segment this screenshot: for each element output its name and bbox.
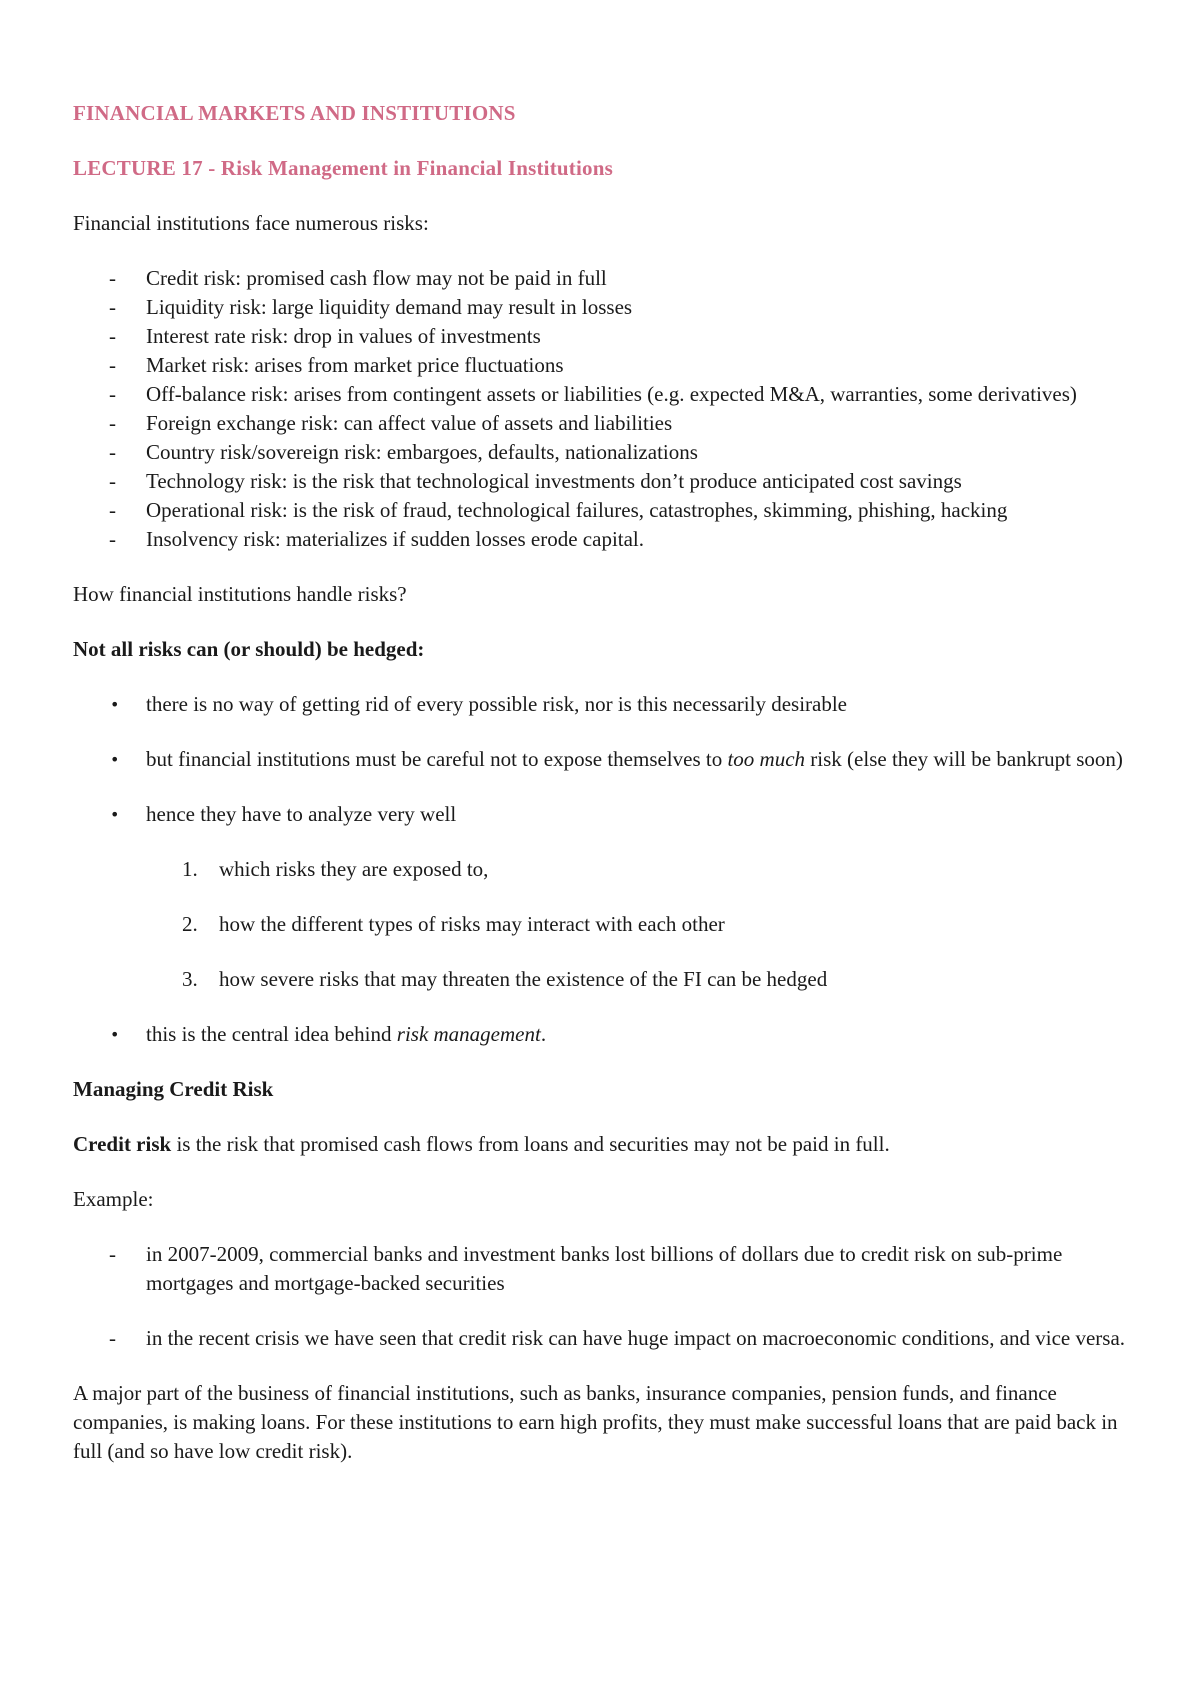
course-title: FINANCIAL MARKETS AND INSTITUTIONS	[73, 101, 516, 125]
list-item-text: in the recent crisis we have seen that credit risk can have huge impact on macroeconomic conditions, and vice versa.	[146, 1326, 1126, 1350]
section-heading: Managing Credit Risk	[73, 1077, 274, 1101]
list-item-text: this is the central idea behind	[146, 1022, 397, 1046]
list-item	[73, 380, 1133, 409]
list-item-text: Market risk: arises from market price fluctuations	[146, 353, 564, 377]
list-item-text: there is no way of getting rid of every possible risk, nor is this necessarily desirable	[146, 692, 847, 716]
list-item	[73, 1240, 1133, 1298]
list-item	[73, 1324, 1133, 1353]
dash-marker: -	[109, 353, 116, 377]
list-item-text: Operational risk: is the risk of fraud, technological failures, catastrophes, skimming, phishing, hacking	[146, 498, 1008, 522]
list-item-text: hence they have to analyze very well	[146, 802, 457, 826]
numbered-item-text: which risks they are exposed to,	[219, 857, 489, 881]
emphasis-text: risk management	[396, 1022, 541, 1046]
bullet-marker: •	[110, 1025, 120, 1044]
document-body	[73, 99, 1133, 1492]
dash-marker: -	[109, 266, 116, 290]
example-label: Example:	[73, 1187, 154, 1211]
bullet-marker: •	[110, 805, 120, 824]
list-item	[73, 745, 1133, 774]
numbered-item	[146, 855, 1133, 884]
dash-marker: -	[109, 1242, 116, 1266]
list-item	[73, 322, 1133, 351]
list-item	[73, 293, 1133, 322]
list-item	[73, 409, 1133, 438]
dash-marker: -	[109, 498, 116, 522]
list-item-text: Credit risk: promised cash flow may not be paid in full	[146, 266, 607, 290]
list-item	[73, 525, 1133, 554]
definition-text: is the risk that promised cash flows from loans and securities may not be paid in full.	[171, 1132, 890, 1156]
list-item	[73, 800, 1133, 994]
item-number: 1.	[182, 857, 198, 881]
closing-paragraph: A major part of the business of financial institutions, such as banks, insurance companies, pension funds, and finance companies, is making loans. For these institutions to earn high profits, they must make successful loans that are paid back in full (and so have low credit risk).	[73, 1381, 1118, 1463]
item-number: 2.	[182, 912, 198, 936]
dash-marker: -	[109, 527, 116, 551]
intro-paragraph: Financial institutions face numerous risks:	[73, 211, 429, 235]
hedge-bullet-list	[73, 690, 1133, 1049]
list-item-text: .	[540, 1022, 547, 1046]
list-item-text: but financial institutions must be careful not to expose themselves to	[146, 747, 728, 771]
dash-marker: -	[109, 469, 116, 493]
list-item-text: Interest rate risk: drop in values of investments	[146, 324, 541, 348]
numbered-item-text: how the different types of risks may interact with each other	[219, 912, 725, 936]
numbered-item-text: how severe risks that may threaten the existence of the FI can be hedged	[219, 967, 828, 991]
dash-marker: -	[109, 440, 116, 464]
numbered-item	[146, 910, 1133, 939]
definition-paragraph	[73, 1130, 1133, 1159]
list-item	[73, 264, 1133, 293]
item-number: 3.	[182, 967, 198, 991]
list-item-text: Foreign exchange risk: can affect value of assets and liabilities	[146, 411, 673, 435]
bullet-marker: •	[110, 750, 120, 769]
list-item	[73, 690, 1133, 719]
emphasis-text: too much	[727, 747, 806, 771]
dash-marker: -	[109, 411, 116, 435]
list-item-text: Technology risk: is the risk that technological investments don’t produce anticipated cost savings	[146, 469, 962, 493]
risk-list	[73, 264, 1133, 554]
dash-marker: -	[109, 382, 116, 406]
list-item	[73, 438, 1133, 467]
list-item-text: in 2007-2009, commercial banks and investment banks lost billions of dollars due to credit risk on sub-prime mortgages and mortgage-backed securities	[146, 1242, 1063, 1295]
dash-marker: -	[109, 324, 116, 348]
dash-marker: -	[109, 1326, 116, 1350]
list-item-text: Country risk/sovereign risk: embargoes, defaults, nationalizations	[146, 440, 698, 464]
lecture-title: LECTURE 17 - Risk Management in Financial Institutions	[73, 156, 613, 180]
definition-term: Credit risk	[73, 1132, 172, 1156]
question-paragraph: How financial institutions handle risks?	[73, 582, 407, 606]
list-item-text: Insolvency risk: materializes if sudden losses erode capital.	[146, 527, 645, 551]
numbered-item	[146, 965, 1133, 994]
list-item	[73, 1020, 1133, 1049]
list-item-text: risk (else they will be bankrupt soon)	[805, 747, 1123, 771]
dash-marker: -	[109, 295, 116, 319]
list-item	[73, 351, 1133, 380]
numbered-list	[146, 855, 1133, 994]
bullet-marker: •	[110, 695, 120, 714]
list-item-text: Off-balance risk: arises from contingent assets or liabilities (e.g. expected M&A, warranties, some derivatives)	[146, 382, 1077, 406]
list-item	[73, 467, 1133, 496]
example-list	[73, 1240, 1133, 1353]
list-item	[73, 496, 1133, 525]
hedge-heading: Not all risks can (or should) be hedged:	[73, 637, 425, 661]
list-item-text: Liquidity risk: large liquidity demand may result in losses	[146, 295, 633, 319]
